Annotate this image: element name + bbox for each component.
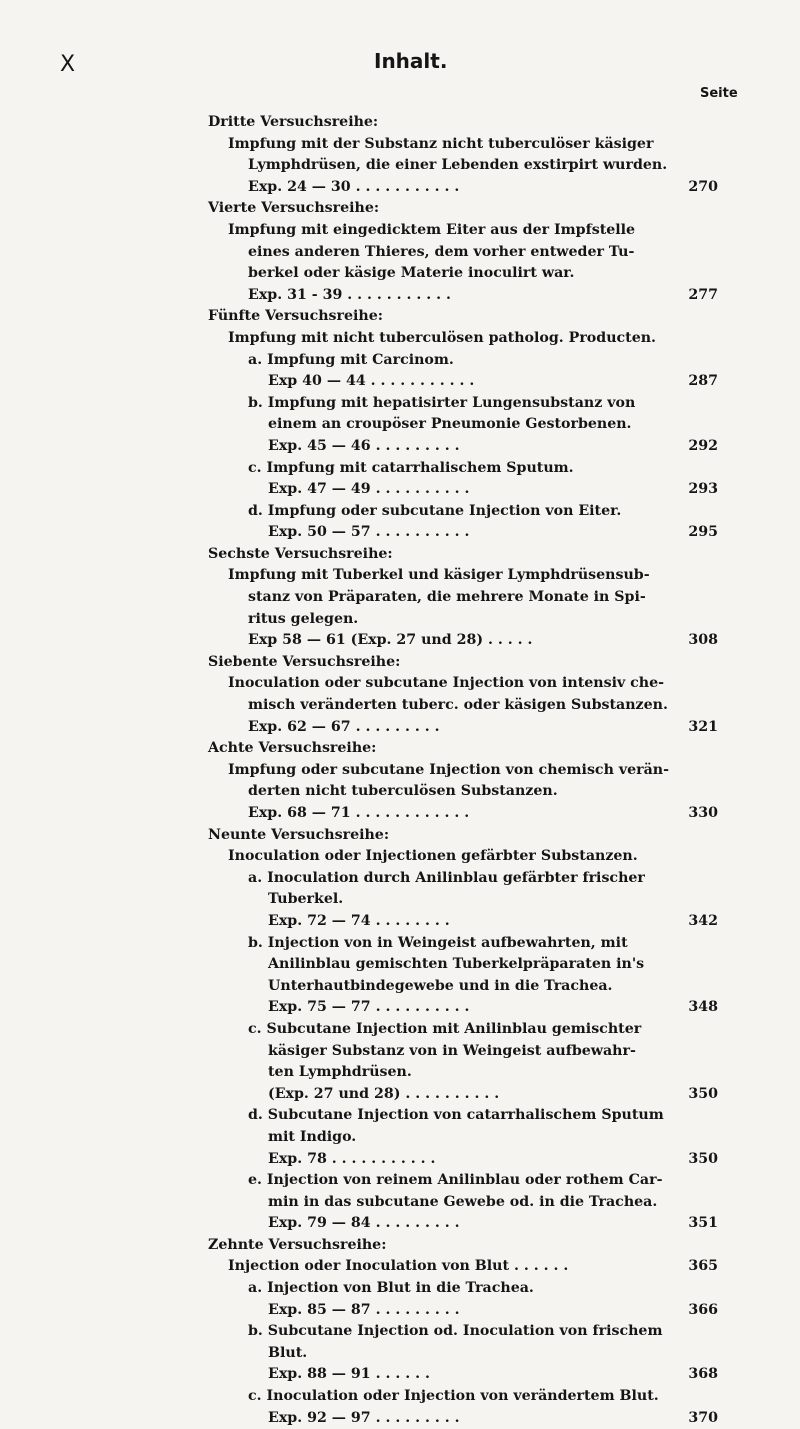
toc-entry bbox=[208, 501, 718, 523]
toc-entry bbox=[208, 695, 718, 717]
toc-entry bbox=[208, 933, 718, 955]
toc-entry-text: Impfung mit Tuberkel und käsiger Lymphdrüsensub- bbox=[228, 567, 650, 584]
toc-entry bbox=[208, 976, 718, 998]
toc-entry bbox=[208, 609, 718, 631]
toc-section-heading bbox=[208, 112, 718, 134]
toc-entry bbox=[208, 1343, 718, 1365]
toc-page-number: 277 bbox=[688, 286, 718, 303]
toc-entry-text: Exp. 31 - 39 . . . . . . . . . . . bbox=[248, 286, 451, 303]
toc-page-number: 287 bbox=[688, 373, 718, 390]
toc-page-number: 295 bbox=[688, 524, 718, 541]
toc-entry-text: Impfung mit der Substanz nicht tuberculöser käsiger bbox=[228, 135, 654, 152]
toc-entry bbox=[208, 1127, 718, 1149]
toc-entry-text: Exp. 88 — 91 . . . . . . bbox=[268, 1366, 430, 1383]
toc-entry-text: d. Impfung oder subcutane Injection von Eiter. bbox=[248, 502, 622, 519]
toc-entry bbox=[208, 1256, 718, 1278]
toc-entry-text: Exp. 72 — 74 . . . . . . . . bbox=[268, 912, 450, 929]
toc-entry bbox=[208, 1213, 718, 1235]
toc-page-number: 342 bbox=[688, 912, 718, 929]
toc-page-number: 292 bbox=[688, 437, 718, 454]
toc-entry-text: a. Impfung mit Carcinom. bbox=[248, 351, 454, 368]
toc-entry-text: Exp 40 — 44 . . . . . . . . . . . bbox=[268, 373, 475, 390]
toc-entry bbox=[208, 587, 718, 609]
toc-entry bbox=[208, 177, 718, 199]
toc-entry-text: e. Injection von reinem Anilinblau oder rothem Car- bbox=[248, 1172, 663, 1189]
toc-entry bbox=[208, 760, 718, 782]
toc-page-number: 351 bbox=[688, 1215, 718, 1232]
toc-entry bbox=[208, 565, 718, 587]
toc-entry-text: Achte Versuchsreihe: bbox=[208, 740, 377, 757]
page-marker: X bbox=[60, 52, 76, 77]
toc-page-number: 293 bbox=[688, 481, 718, 498]
toc-entry bbox=[208, 803, 718, 825]
toc-page-number: 330 bbox=[688, 805, 718, 821]
toc-entry bbox=[208, 1278, 718, 1300]
toc-entry-text: a. Injection von Blut in die Trachea. bbox=[248, 1280, 534, 1297]
toc-section-heading bbox=[208, 544, 718, 566]
toc-entry bbox=[208, 220, 718, 242]
toc-entry bbox=[208, 479, 718, 501]
toc-entry bbox=[208, 1321, 718, 1343]
toc-entry bbox=[208, 846, 718, 868]
toc-entry bbox=[208, 781, 718, 803]
toc-page-number: 308 bbox=[688, 632, 718, 649]
toc-entry-text: käsiger Substanz von in Weingeist aufbewahr- bbox=[268, 1042, 636, 1059]
toc-page-number: 321 bbox=[688, 718, 718, 735]
toc-section-heading bbox=[208, 1235, 718, 1257]
toc-page-number: 350 bbox=[688, 1150, 718, 1167]
toc-entry-text: b. Impfung mit hepatisirter Lungensubstanz von bbox=[248, 394, 636, 411]
toc-entry bbox=[208, 1300, 718, 1322]
toc-entry-text: Exp. 24 — 30 . . . . . . . . . . . bbox=[248, 178, 460, 195]
toc-entry-text: Lymphdrüsen, die einer Lebenden exstirpirt wurden. bbox=[248, 157, 668, 174]
toc-section-heading bbox=[208, 825, 718, 847]
toc-entry-text: c. Subcutane Injection mit Anilinblau gemischter bbox=[248, 1020, 642, 1037]
toc-entry-text: Exp. 75 — 77 . . . . . . . . . . bbox=[268, 999, 470, 1016]
toc-entry bbox=[208, 954, 718, 976]
toc-entry bbox=[208, 328, 718, 350]
toc-entry bbox=[208, 371, 718, 393]
toc-entry-text: Exp. 78 . . . . . . . . . . . bbox=[268, 1150, 436, 1167]
toc-entry bbox=[208, 911, 718, 933]
toc-entry bbox=[208, 1386, 718, 1408]
toc-entry-text: derten nicht tuberculösen Substanzen. bbox=[248, 783, 558, 800]
toc-entry-text: einem an croupöser Pneumonie Gestorbenen. bbox=[268, 416, 632, 433]
toc-page-number: 348 bbox=[688, 999, 718, 1016]
toc-entry bbox=[208, 350, 718, 372]
toc-entry-text: Zehnte Versuchsreihe: bbox=[208, 1236, 387, 1253]
toc-entry bbox=[208, 155, 718, 177]
toc-section-heading bbox=[208, 306, 718, 328]
toc-entry-text: Anilinblau gemischten Tuberkelpräparaten in's bbox=[268, 956, 645, 973]
toc-entry-text: misch veränderten tuberc. oder käsigen Substanzen. bbox=[248, 697, 668, 714]
toc-entry bbox=[208, 1149, 718, 1171]
toc-entry-text: ten Lymphdrüsen. bbox=[268, 1064, 412, 1081]
toc-entry bbox=[208, 522, 718, 544]
toc-entry-text: Exp. 92 — 97 . . . . . . . . . bbox=[268, 1409, 460, 1426]
toc-entry bbox=[208, 889, 718, 911]
toc-entry-text: c. Impfung mit catarrhalischem Sputum. bbox=[248, 459, 574, 476]
toc-entry-text: Exp. 79 — 84 . . . . . . . . . bbox=[268, 1215, 460, 1232]
toc-entry-text: eines anderen Thieres, dem vorher entweder Tu- bbox=[248, 243, 635, 260]
toc-entry bbox=[208, 414, 718, 436]
toc-page-number: 366 bbox=[688, 1301, 718, 1318]
toc-entry-text: Tuberkel. bbox=[268, 891, 344, 908]
toc-entry bbox=[208, 868, 718, 890]
toc-page-number: 365 bbox=[688, 1258, 718, 1275]
toc-entry bbox=[208, 1041, 718, 1063]
toc-entry-text: Sechste Versuchsreihe: bbox=[208, 545, 393, 562]
toc-entry bbox=[208, 1192, 718, 1214]
toc-entry-text: b. Injection von in Weingeist aufbewahrten, mit bbox=[248, 934, 628, 951]
toc-section-heading bbox=[208, 198, 718, 220]
toc-page-number: 270 bbox=[688, 178, 718, 195]
table-of-contents bbox=[208, 112, 718, 1429]
toc-entry-text: Injection oder Inoculation von Blut . . . . . . bbox=[228, 1258, 569, 1275]
toc-entry-text: Inoculation oder Injectionen gefärbter Substanzen. bbox=[228, 848, 638, 865]
toc-entry-text: Inoculation oder subcutane Injection von intensiv che- bbox=[228, 675, 665, 692]
toc-entry-text: Neunte Versuchsreihe: bbox=[208, 826, 390, 843]
toc-entry-text: d. Subcutane Injection von catarrhalischem Sputum bbox=[248, 1107, 664, 1124]
toc-entry-text: (Exp. 27 und 28) . . . . . . . . . . bbox=[268, 1085, 500, 1102]
toc-entry-text: Exp. 50 — 57 . . . . . . . . . . bbox=[268, 524, 470, 541]
toc-entry bbox=[208, 1062, 718, 1084]
toc-entry bbox=[208, 630, 718, 652]
toc-section-heading bbox=[208, 738, 718, 760]
toc-entry bbox=[208, 134, 718, 156]
toc-entry bbox=[208, 242, 718, 264]
toc-entry-text: Dritte Versuchsreihe: bbox=[208, 114, 379, 130]
toc-entry bbox=[208, 1084, 718, 1106]
toc-entry-text: Fünfte Versuchsreihe: bbox=[208, 308, 383, 325]
toc-entry bbox=[208, 717, 718, 739]
toc-entry bbox=[208, 263, 718, 285]
toc-entry bbox=[208, 1105, 718, 1127]
toc-entry-text: Exp. 47 — 49 . . . . . . . . . . bbox=[268, 481, 470, 498]
toc-entry bbox=[208, 393, 718, 415]
toc-section-heading bbox=[208, 652, 718, 674]
toc-entry bbox=[208, 1170, 718, 1192]
toc-entry bbox=[208, 436, 718, 458]
page-column-label: Seite bbox=[700, 86, 738, 101]
toc-entry-text: Vierte Versuchsreihe: bbox=[208, 200, 380, 217]
toc-entry-text: Unterhautbindegewebe und in die Trachea. bbox=[268, 977, 613, 994]
toc-entry-text: stanz von Präparaten, die mehrere Monate in Spi- bbox=[248, 589, 646, 606]
toc-entry bbox=[208, 1019, 718, 1041]
toc-entry-text: Exp. 68 — 71 . . . . . . . . . . . . bbox=[248, 805, 470, 821]
toc-entry bbox=[208, 458, 718, 480]
toc-entry bbox=[208, 285, 718, 307]
toc-entry bbox=[208, 1364, 718, 1386]
running-head-title: Inhalt. bbox=[374, 49, 448, 73]
toc-entry-text: Impfung oder subcutane Injection von chemisch verän- bbox=[228, 761, 669, 778]
toc-entry-text: Exp. 85 — 87 . . . . . . . . . bbox=[268, 1301, 460, 1318]
toc-entry-text: mit Indigo. bbox=[268, 1128, 357, 1145]
toc-entry-text: Impfung mit eingedicktem Eiter aus der Impfstelle bbox=[228, 221, 636, 238]
toc-page-number: 350 bbox=[688, 1085, 718, 1102]
toc-page-number: 370 bbox=[688, 1409, 718, 1426]
toc-entry bbox=[208, 673, 718, 695]
toc-entry-text: min in das subcutane Gewebe od. in die Trachea. bbox=[268, 1193, 658, 1210]
toc-entry-text: c. Inoculation oder Injection von verändertem Blut. bbox=[248, 1388, 659, 1405]
toc-entry-text: Exp. 62 — 67 . . . . . . . . . bbox=[248, 718, 440, 735]
toc-entry-text: a. Inoculation durch Anilinblau gefärbter frischer bbox=[248, 869, 645, 886]
toc-entry-text: berkel oder käsige Materie inoculirt war. bbox=[248, 265, 575, 282]
toc-entry-text: b. Subcutane Injection od. Inoculation von frischem bbox=[248, 1323, 663, 1340]
toc-entry-text: Impfung mit nicht tuberculösen patholog. Producten. bbox=[228, 329, 656, 346]
toc-page-number: 368 bbox=[688, 1366, 718, 1383]
toc-entry bbox=[208, 997, 718, 1019]
toc-entry-text: ritus gelegen. bbox=[248, 610, 359, 627]
toc-entry-text: Exp. 45 — 46 . . . . . . . . . bbox=[268, 437, 460, 454]
toc-entry bbox=[208, 1408, 718, 1429]
toc-entry-text: Blut. bbox=[268, 1344, 308, 1361]
toc-entry-text: Siebente Versuchsreihe: bbox=[208, 653, 401, 670]
toc-entry-text: Exp 58 — 61 (Exp. 27 und 28) . . . . . bbox=[248, 632, 533, 649]
